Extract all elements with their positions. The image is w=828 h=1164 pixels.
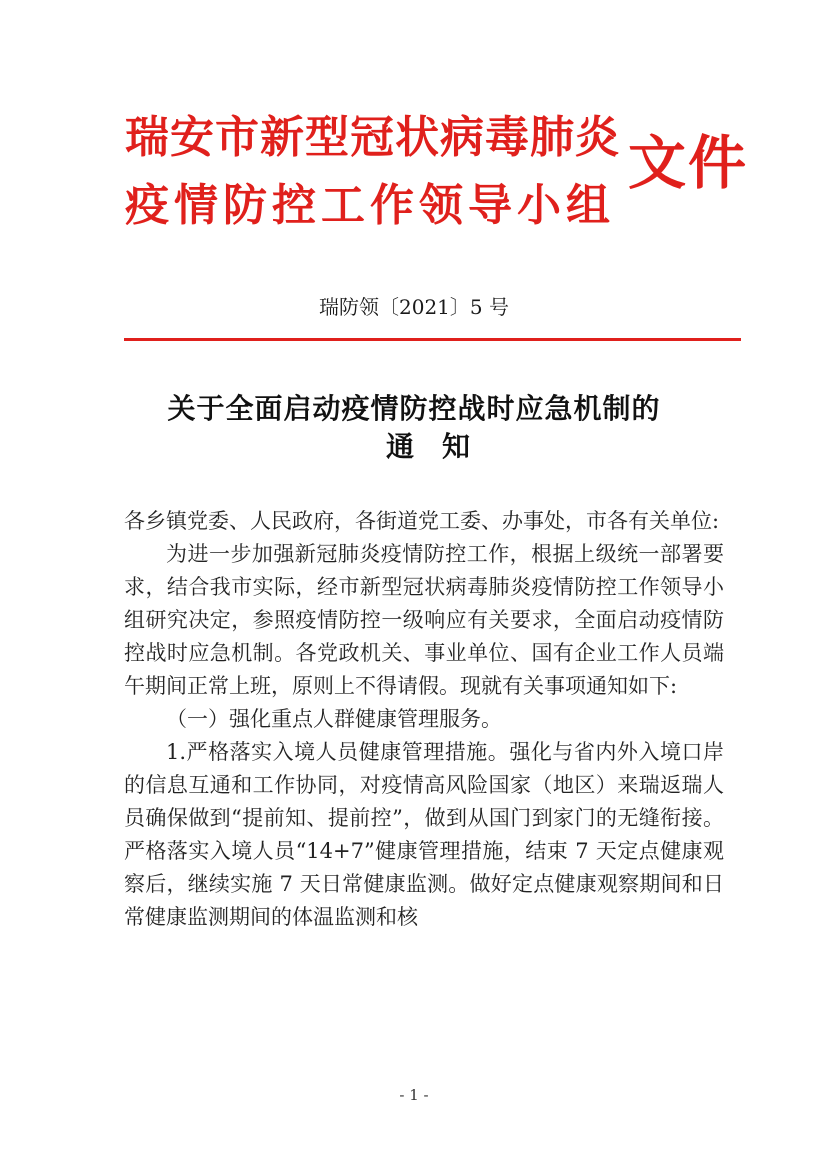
- red-divider: [124, 338, 741, 341]
- body-text: [124, 505, 724, 934]
- item-1: 1.严格落实入境人员健康管理措施。强化与省内外入境口岸的信息互通和工作协同，对疫情高风险国家（地区）来瑞返瑞人员确保做到“提前知、提前控”，做到从国门到家门的无缝衔接。严格落实入境人员“14+7”健康管理措施，结束 7 天定点健康观察后，继续实施 7 天日常健康监测。做好定点健康观察期间和日常健康监测期间的体温监测和核: [124, 740, 724, 929]
- document-number: 瑞防领〔2021〕5 号: [319, 295, 509, 319]
- red-letterhead: [0, 0, 828, 260]
- title-line-2: 通知: [385, 430, 498, 463]
- issuer-line-1: 瑞安市新型冠状病毒肺炎: [125, 112, 620, 163]
- section-heading-1: （一）强化重点人群健康管理服务。: [166, 707, 502, 731]
- title-line-1: 关于全面启动疫情防控战时应急机制的: [167, 392, 661, 425]
- page-number: - 1 -: [399, 1086, 429, 1104]
- addressee: 各乡镇党委、人民政府，各街道党工委、办事处，市各有关单位:: [124, 509, 720, 533]
- issuer-suffix: 文件: [628, 129, 749, 197]
- paragraph-1: 为进一步加强新冠肺炎疫情防控工作，根据上级统一部署要求，结合我市实际，经市新型冠状病毒肺炎疫情防控工作领导小组研究决定，参照疫情防控一级响应有关要求，全面启动疫情防控战时应急机制。各党政机关、事业单位、国有企业工作人员端午期间正常上班，原则上不得请假。现就有关事项通知如下:: [124, 542, 724, 698]
- issuer-line-2: 疫情防控工作领导小组: [125, 180, 615, 231]
